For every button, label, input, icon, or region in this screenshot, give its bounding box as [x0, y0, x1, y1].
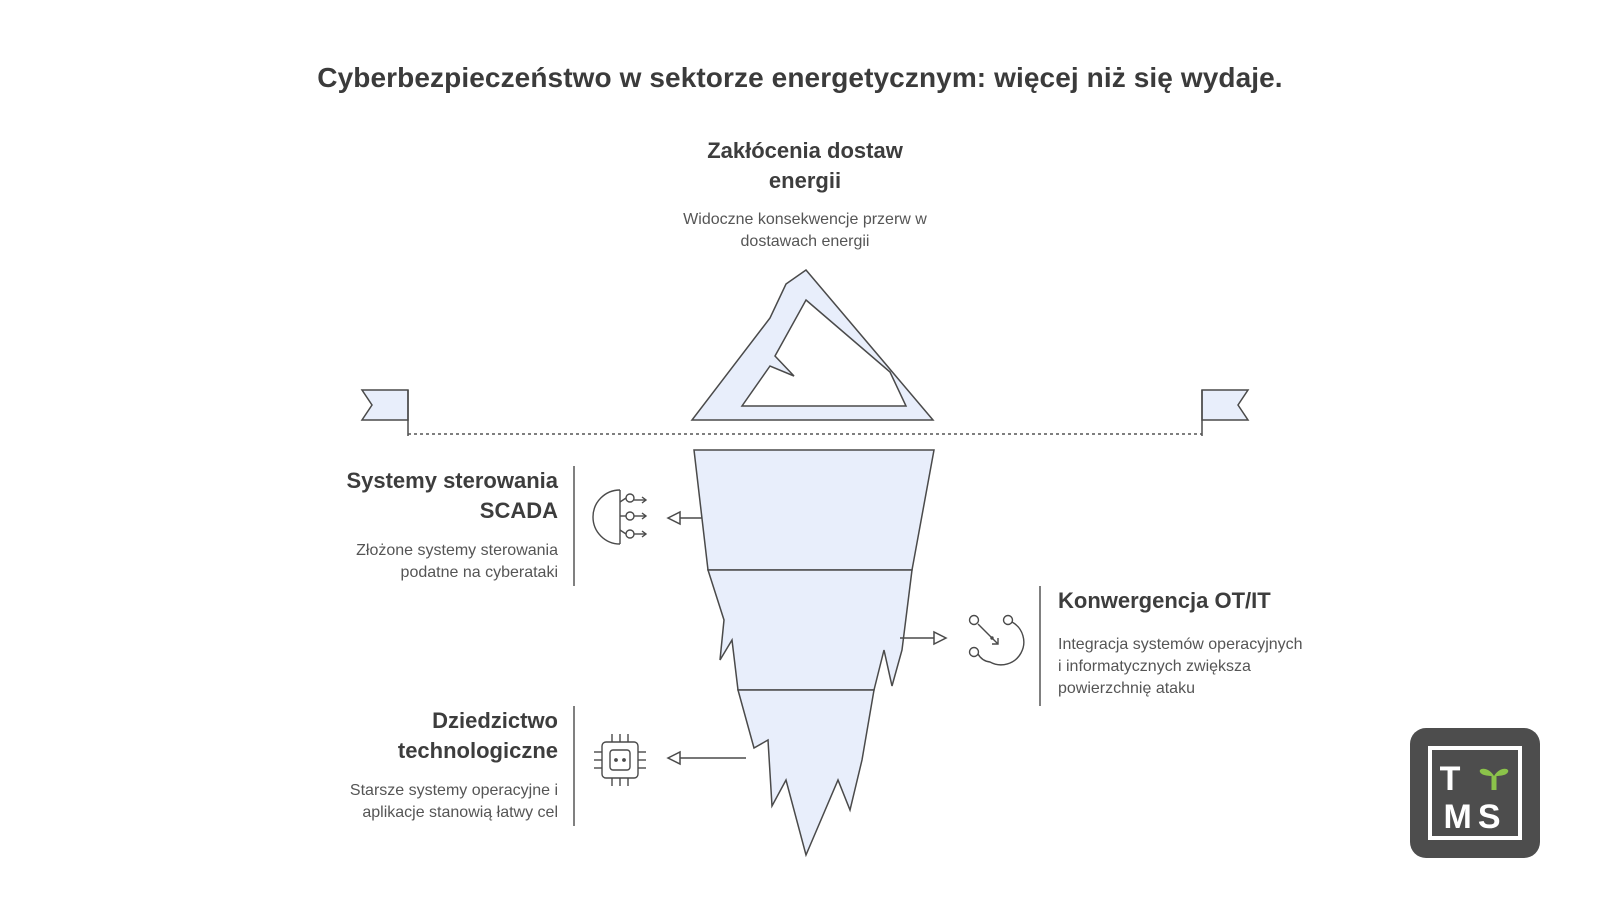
- chip-icon: [594, 734, 646, 786]
- top-desc-line2: dostawach energii: [740, 233, 870, 250]
- top-heading: [600, 136, 1010, 196]
- legacy-heading: [260, 706, 558, 766]
- ice-layer-legacy: [738, 690, 874, 855]
- page-title: Cyberbezpieczeństwo w sektorze energetycznym: więcej niż się wydaje.: [317, 62, 1283, 93]
- right-flag: [1202, 390, 1248, 436]
- logo-letters-ms: MS: [1443, 798, 1507, 836]
- scada-heading-line1: Systemy sterowania: [346, 468, 558, 493]
- iceberg-underwater: [694, 450, 934, 855]
- convergence-icon: [970, 616, 1024, 665]
- scada-description: [260, 540, 558, 584]
- scada-network-icon: [593, 490, 646, 544]
- top-description: [600, 209, 1010, 253]
- iceberg-tip: [692, 270, 933, 420]
- top-desc-line1: Widoczne konsekwencje przerw w: [683, 211, 927, 228]
- ice-layer-scada: [694, 450, 934, 570]
- logo-letter-t: T: [1439, 760, 1461, 798]
- legacy-heading-line1: Dziedzictwo: [432, 708, 558, 733]
- top-heading-line1: Zakłócenia dostaw: [707, 138, 903, 163]
- scada-desc-line1: Złożone systemy sterowania: [356, 542, 558, 559]
- scada-heading-line2: SCADA: [479, 498, 558, 523]
- left-flag: [362, 390, 408, 436]
- otit-desc-line2: i informatycznych zwiększa: [1058, 658, 1251, 675]
- legacy-desc-line2: aplikacje stanowią łatwy cel: [362, 804, 558, 821]
- tms-logo: [1410, 728, 1540, 858]
- ice-layer-otit: [708, 570, 912, 690]
- scada-heading: [260, 466, 558, 526]
- scada-desc-line2: podatne na cyberataki: [400, 564, 558, 581]
- otit-desc-line1: Integracja systemów operacyjnych: [1058, 636, 1303, 653]
- legacy-heading-line2: technologiczne: [397, 738, 558, 763]
- otit-description: [1058, 634, 1398, 700]
- legacy-description: [260, 780, 558, 824]
- legacy-desc-line1: Starsze systemy operacyjne i: [349, 782, 558, 799]
- otit-heading-line: Konwergencja OT/IT: [1058, 588, 1271, 613]
- otit-heading: [1058, 586, 1398, 616]
- otit-desc-line3: powierzchnię ataku: [1058, 680, 1195, 697]
- top-heading-line2: energii: [768, 168, 842, 193]
